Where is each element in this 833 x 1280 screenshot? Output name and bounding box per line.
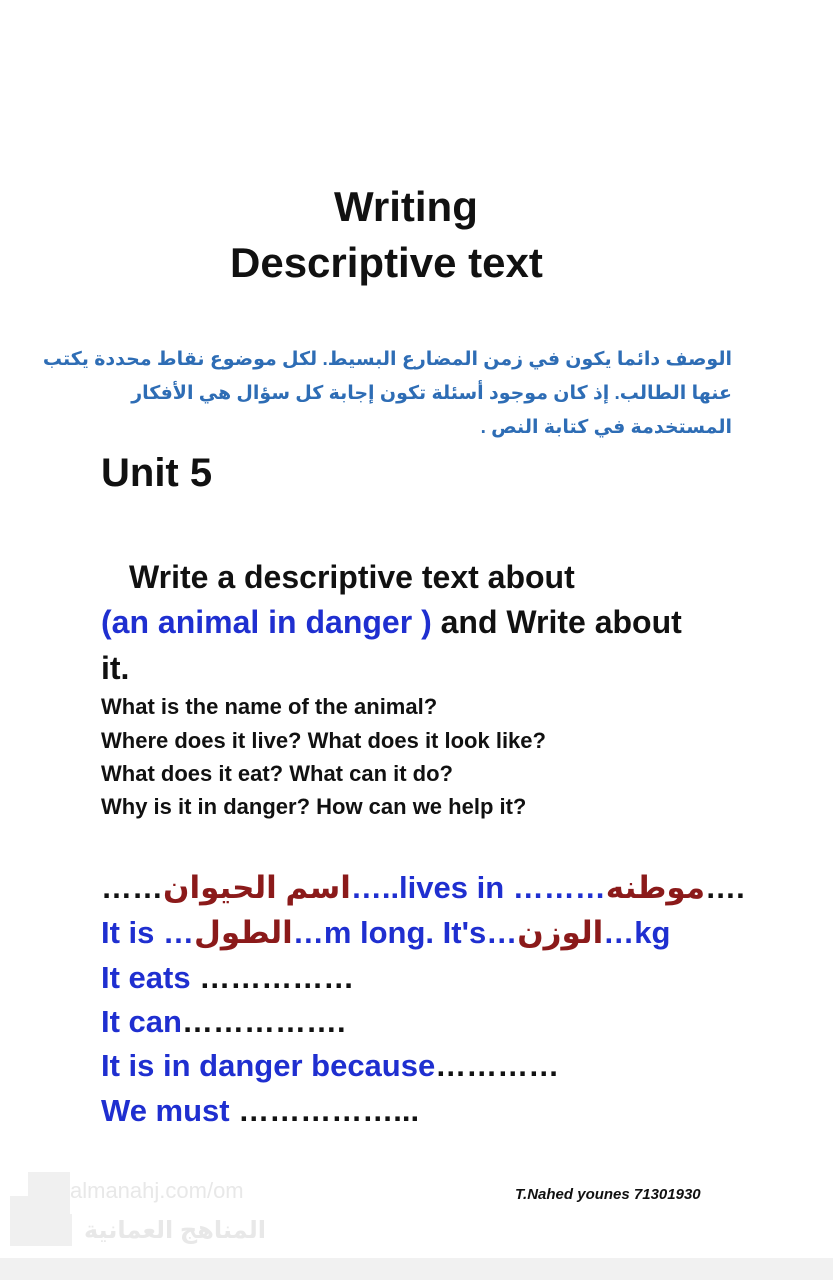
template-row-4 <box>101 1004 346 1040</box>
unit-label: Unit 5 <box>101 451 213 495</box>
template-row-5 <box>101 1048 559 1084</box>
row2-end: …kg <box>603 915 671 950</box>
row6-dots: ……………... <box>229 1093 420 1128</box>
question-3: What does it eat? What can it do? <box>101 761 453 786</box>
question-4: Why is it in danger? How can we help it? <box>101 794 527 819</box>
author-credit: T.Nahed younes 71301930 <box>515 1186 701 1203</box>
row1-lead-dots: …… <box>101 870 163 905</box>
row2-mid: …m long. It's… <box>292 915 518 950</box>
row4-dots: ……………. <box>181 1004 346 1039</box>
template-row-1 <box>101 870 745 906</box>
question-2: Where does it live? What does it look like? <box>101 728 546 753</box>
row4-label: It can <box>101 1004 182 1039</box>
instructions-line-1: الوصف دائما يكون في زمن المضارع البسيط. لكل موضوع نقاط محددة يكتب <box>42 349 732 370</box>
row1-animal-name-ar: اسم الحيوان <box>163 870 351 905</box>
row3-label: It eats <box>101 960 191 995</box>
watermark-logo-block-left <box>10 1196 48 1246</box>
row5-label: It is in danger because <box>101 1048 436 1083</box>
instructions-line-2: عنها الطالب. إذ كان موجود أسئلة تكون إجابة كل سؤال هي الأفكار <box>131 383 732 404</box>
row6-label: We must <box>101 1093 230 1128</box>
task-line-3: it. <box>101 650 130 686</box>
row1-homeland-ar: موطنه <box>605 870 706 905</box>
task-line-2-rest: and Write about <box>440 604 682 640</box>
template-row-2 <box>101 915 670 951</box>
watermark-logo-block-right <box>48 1214 72 1246</box>
row3-dots: …………… <box>190 960 355 995</box>
row5-dots: ………… <box>435 1048 560 1083</box>
question-1: What is the name of the animal? <box>101 694 438 719</box>
title-writing: Writing <box>334 183 478 230</box>
row2-weight-ar: الوزن <box>517 915 604 950</box>
row1-mid: …..lives in ……… <box>350 870 606 905</box>
task-topic: (an animal in danger ) <box>101 604 432 640</box>
title-descriptive-text: Descriptive text <box>230 239 543 286</box>
instructions-line-3: المستخدمة في كتابة النص . <box>480 417 732 438</box>
template-row-6 <box>101 1093 419 1129</box>
row1-end: …. <box>705 870 745 905</box>
instructions-arabic <box>42 343 732 445</box>
watermark-url: almanahj.com/om <box>70 1178 244 1203</box>
row2-length-ar: الطول <box>194 915 293 950</box>
watermark-name: المناهج العمانية <box>84 1217 266 1244</box>
task-line-2 <box>101 604 682 641</box>
template-row-3 <box>101 960 354 996</box>
bottom-edge <box>0 1258 833 1280</box>
row2-lead: It is … <box>101 915 195 950</box>
task-line-1: Write a descriptive text about <box>129 559 575 595</box>
